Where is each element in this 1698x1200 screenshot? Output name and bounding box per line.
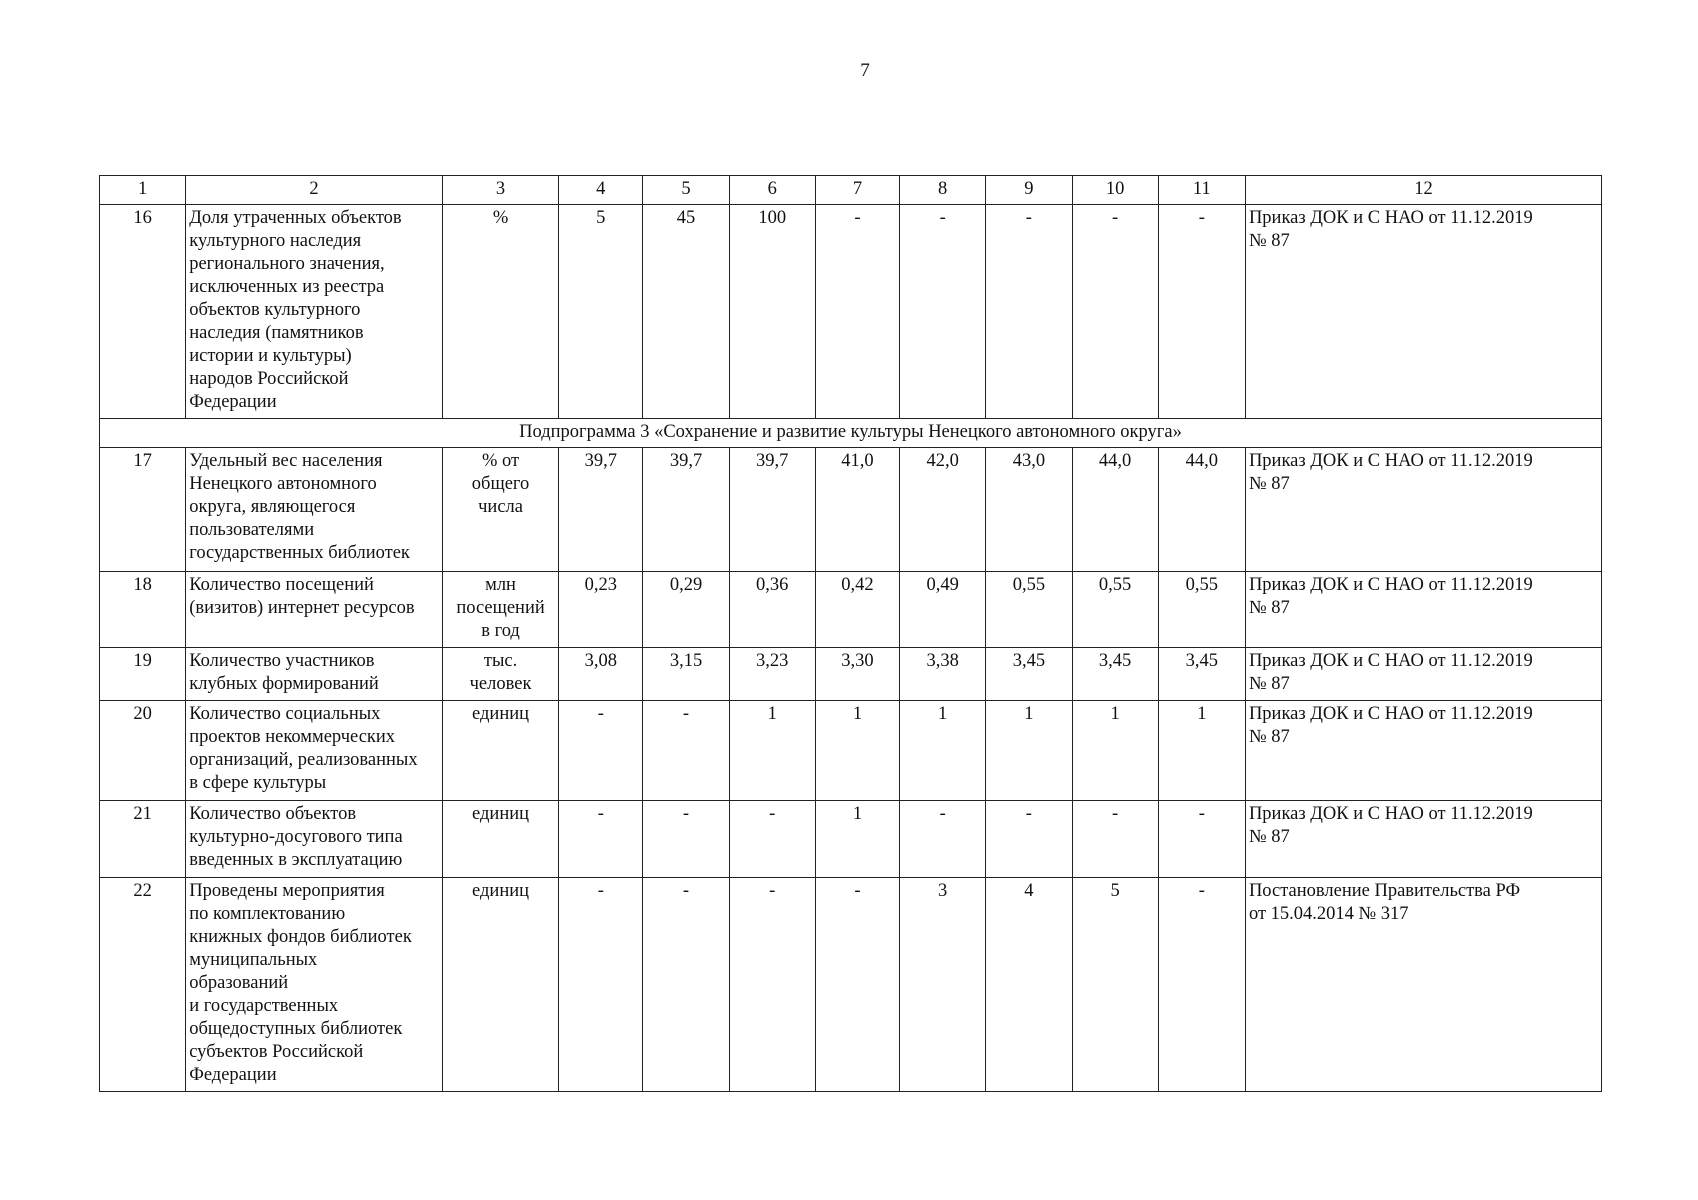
value-cell: - [1158, 205, 1245, 419]
source-text: Приказ ДОК и С НАО от 11.12.2019 № 87 [1248, 804, 1533, 847]
header-cell: 6 [729, 176, 815, 205]
indicator-name-text: Проведены мероприятия по комплектованию книжных фондов библиотек муниципальных образований и государственных общедоступных библиотек субъектов Российской Федерации [189, 881, 412, 1085]
indicator-name-text: Количество социальных проектов некоммерческих организаций, реализованных в сфере культуры [189, 704, 418, 793]
value-cell: - [986, 801, 1072, 878]
section-row [100, 419, 1602, 448]
header-cell: 8 [900, 176, 986, 205]
value-cell: 1 [900, 701, 986, 801]
table-row [100, 801, 1602, 878]
table-row [100, 448, 1602, 572]
value-cell: 0,36 [729, 572, 815, 648]
header-cell: 3 [442, 176, 558, 205]
value-cell: - [559, 801, 643, 878]
unit-text: единиц [472, 804, 530, 824]
table-row [100, 878, 1602, 1092]
value-cell: 44,0 [1158, 448, 1245, 572]
unit-text: % [492, 208, 509, 228]
indicator-name [186, 878, 443, 1092]
value-cell: 5 [1072, 878, 1158, 1092]
table-row [100, 205, 1602, 419]
unit [442, 648, 558, 701]
source-document [1245, 448, 1601, 572]
source-document [1245, 701, 1601, 801]
indicator-name [186, 448, 443, 572]
indicator-name [186, 801, 443, 878]
row-number: 22 [100, 878, 186, 1092]
value-cell: 0,23 [559, 572, 643, 648]
indicator-name-text: Количество посещений (визитов) интернет ресурсов [189, 575, 415, 618]
value-cell: - [1158, 801, 1245, 878]
header-cell: 12 [1245, 176, 1601, 205]
value-cell: 39,7 [729, 448, 815, 572]
unit [442, 878, 558, 1092]
value-cell: 45 [643, 205, 729, 419]
value-cell: 0,49 [900, 572, 986, 648]
value-cell: 0,55 [1158, 572, 1245, 648]
value-cell: 0,55 [986, 572, 1072, 648]
value-cell: 3,45 [1072, 648, 1158, 701]
value-cell: 42,0 [900, 448, 986, 572]
value-cell: - [815, 205, 899, 419]
source-document [1245, 572, 1601, 648]
unit-text: единиц [472, 704, 530, 724]
value-cell: - [729, 801, 815, 878]
section-title: Подпрограмма 3 «Сохранение и развитие культуры Ненецкого автономного округа» [100, 419, 1602, 448]
value-cell: 3,23 [729, 648, 815, 701]
source-document [1245, 205, 1601, 419]
value-cell: 3,30 [815, 648, 899, 701]
value-cell: - [559, 701, 643, 801]
table-row [100, 701, 1602, 801]
source-document [1245, 648, 1601, 701]
value-cell: - [900, 205, 986, 419]
value-cell: - [815, 878, 899, 1092]
value-cell: 1 [1072, 701, 1158, 801]
unit-text: млн посещений в год [456, 575, 545, 641]
header-cell: 2 [186, 176, 443, 205]
value-cell: 3,08 [559, 648, 643, 701]
value-cell: 3 [900, 878, 986, 1092]
value-cell: 1 [986, 701, 1072, 801]
page-number: 7 [860, 60, 870, 81]
source-text: Приказ ДОК и С НАО от 11.12.2019 № 87 [1248, 208, 1533, 251]
row-number: 18 [100, 572, 186, 648]
unit-text: % от общего числа [471, 451, 530, 517]
source-document [1245, 878, 1601, 1092]
unit [442, 701, 558, 801]
table-row [100, 648, 1602, 701]
value-cell: 5 [559, 205, 643, 419]
unit [442, 205, 558, 419]
value-cell: 4 [986, 878, 1072, 1092]
header-cell: 10 [1072, 176, 1158, 205]
value-cell: - [643, 701, 729, 801]
value-cell: - [1072, 801, 1158, 878]
value-cell: 1 [1158, 701, 1245, 801]
value-cell: 3,38 [900, 648, 986, 701]
source-text: Приказ ДОК и С НАО от 11.12.2019 № 87 [1248, 575, 1533, 618]
indicator-name-text: Удельный вес населения Ненецкого автономного округа, являющегося пользователями государственных библиотек [189, 451, 410, 563]
row-number: 21 [100, 801, 186, 878]
value-cell: 39,7 [643, 448, 729, 572]
indicator-name [186, 205, 443, 419]
indicator-name-text: Количество участников клубных формирований [189, 651, 379, 694]
header-cell: 11 [1158, 176, 1245, 205]
value-cell: 41,0 [815, 448, 899, 572]
value-cell: - [643, 878, 729, 1092]
value-cell: 43,0 [986, 448, 1072, 572]
indicator-name-text: Доля утраченных объектов культурного наследия регионального значения, исключенных из реестра объектов культурного наследия (памятников истории и культуры) народов Российской Федерации [189, 208, 402, 412]
indicator-name [186, 572, 443, 648]
indicator-name-text: Количество объектов культурно-досугового типа введенных в эксплуатацию [189, 804, 403, 870]
value-cell: - [900, 801, 986, 878]
value-cell: 0,29 [643, 572, 729, 648]
source-text: Приказ ДОК и С НАО от 11.12.2019 № 87 [1248, 651, 1533, 694]
indicators-table [99, 175, 1602, 1092]
header-cell: 5 [643, 176, 729, 205]
indicator-name [186, 648, 443, 701]
unit [442, 448, 558, 572]
unit [442, 572, 558, 648]
value-cell: 100 [729, 205, 815, 419]
value-cell: - [729, 878, 815, 1092]
source-text: Постановление Правительства РФ от 15.04.2014 № 317 [1248, 881, 1521, 924]
source-text: Приказ ДОК и С НАО от 11.12.2019 № 87 [1248, 451, 1533, 494]
value-cell: 3,45 [1158, 648, 1245, 701]
unit-text: единиц [472, 881, 530, 901]
row-number: 17 [100, 448, 186, 572]
header-cell: 7 [815, 176, 899, 205]
source-text: Приказ ДОК и С НАО от 11.12.2019 № 87 [1248, 704, 1533, 747]
value-cell: 0,55 [1072, 572, 1158, 648]
row-number: 16 [100, 205, 186, 419]
header-cell: 9 [986, 176, 1072, 205]
value-cell: - [986, 205, 1072, 419]
value-cell: 3,45 [986, 648, 1072, 701]
row-number: 20 [100, 701, 186, 801]
header-row [100, 176, 1602, 205]
source-document [1245, 801, 1601, 878]
value-cell: 39,7 [559, 448, 643, 572]
indicator-name [186, 701, 443, 801]
header-cell: 4 [559, 176, 643, 205]
value-cell: 0,42 [815, 572, 899, 648]
value-cell: - [1072, 205, 1158, 419]
value-cell: 1 [729, 701, 815, 801]
unit-text: тыс. человек [469, 651, 532, 694]
header-cell: 1 [100, 176, 186, 205]
table-row [100, 572, 1602, 648]
value-cell: - [559, 878, 643, 1092]
value-cell: 1 [815, 801, 899, 878]
value-cell: 1 [815, 701, 899, 801]
value-cell: 44,0 [1072, 448, 1158, 572]
value-cell: - [643, 801, 729, 878]
row-number: 19 [100, 648, 186, 701]
value-cell: 3,15 [643, 648, 729, 701]
unit [442, 801, 558, 878]
value-cell: - [1158, 878, 1245, 1092]
